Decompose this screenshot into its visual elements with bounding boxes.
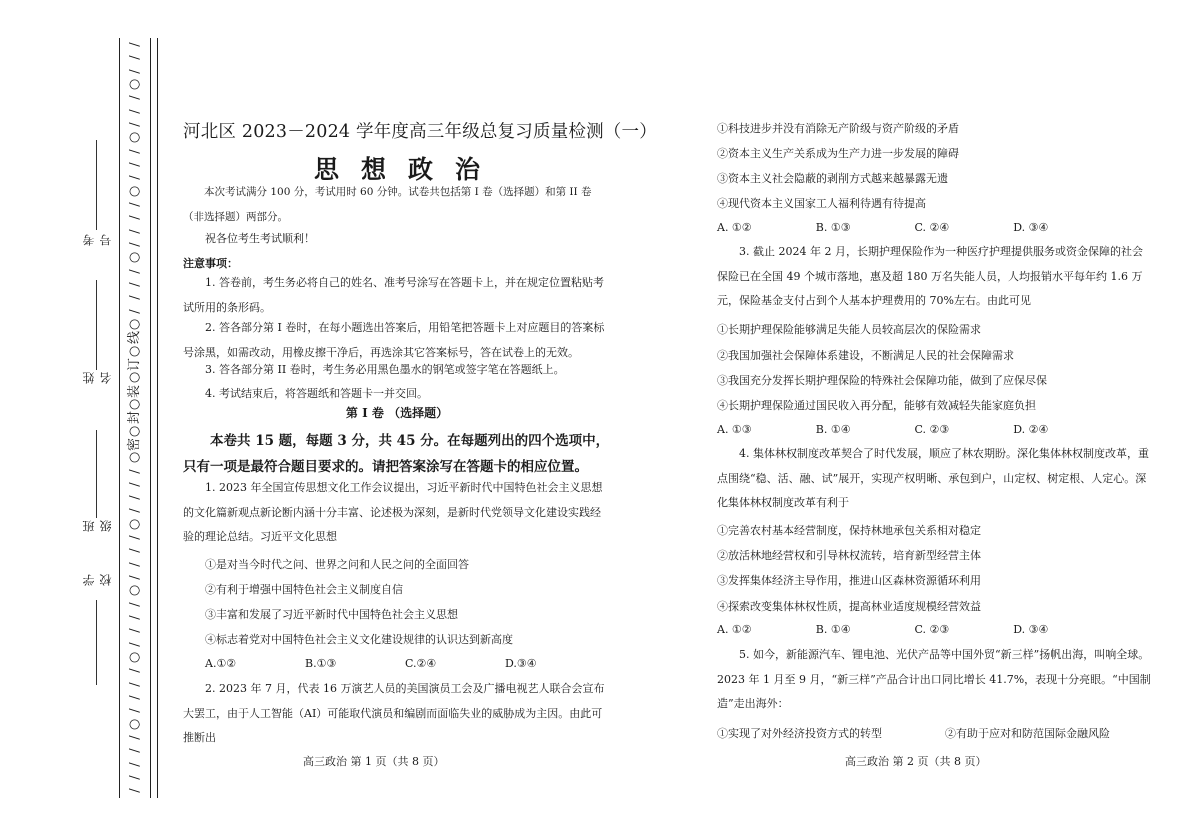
question-2: 2. 2023 年 7 月，代表 16 万演艺人员的美国演员工会及广播电视艺人联合会宣布大罢工，由于人工智能（AI）可能取代演员和编剧而面临失业的威胁成为主因。由此可推断出 (183, 682, 605, 744)
option: A. ①② (717, 221, 752, 234)
field-label: 考号 (82, 234, 113, 246)
slash-mark: / (127, 615, 143, 620)
slash-mark: / (127, 482, 143, 487)
slash-mark: / (127, 175, 143, 180)
slash-mark: / (127, 495, 143, 500)
slash-mark: / (127, 535, 143, 540)
circle-mark: ○ (127, 585, 143, 597)
slash-mark: / (127, 788, 143, 794)
slash-mark: / (127, 95, 143, 101)
field-underline (96, 600, 97, 685)
slash-mark: / (127, 42, 143, 47)
circle-mark: ○ (127, 345, 143, 357)
circle-mark: ○ (127, 518, 143, 530)
slash-mark: / (127, 295, 143, 300)
slash-mark: / (127, 695, 143, 700)
field-label: 姓名 (82, 372, 113, 384)
circle-mark: ○ (127, 398, 143, 411)
perforation-marks (124, 38, 146, 798)
circle-mark: ○ (127, 132, 143, 144)
slash-mark: / (127, 575, 143, 580)
question-5: 5. 如今，新能源汽车、锂电池、光伏产品等中国外贸“新三样”扬帆出海，叫响全球。2023 年 1 月至 9 月，“新三样”产品合计出口同比增长 41.7%，表现十分亮眼。“中国制造”走出海外： (717, 648, 1151, 710)
slash-mark: / (127, 735, 143, 740)
page-footer: 高三政治 第 1 页（共 8 页） (303, 755, 445, 768)
wish-line: 祝各位考生考试顺利！ (205, 232, 315, 245)
q4-item: ①完善农村基本经营制度，保持林地承包关系相对稳定 (717, 524, 981, 537)
note-item: 3. 答各部分第 II 卷时，考生务必用黑色墨水的钢笔或签字笔在答题纸上。 (205, 363, 565, 376)
question-1: 1. 2023 年全国宣传思想文化工作会议提出，习近平新时代中国特色社会主义思想的文化篇新观点新论断内涵十分丰富、论述极为深刻，是新时代党领导文化建设实践经验的理论总结。习近平文化思想 (183, 481, 603, 543)
field-label: 学校 (82, 574, 113, 586)
section-title: 第 I 卷 （选择题） (345, 406, 449, 420)
field-underline (96, 430, 97, 518)
q1-options (205, 657, 605, 670)
seal-word: 封 (127, 411, 143, 425)
binding-margin (0, 0, 170, 831)
slash-mark: / (127, 468, 143, 474)
q1-item: ②有利于增强中国特色社会主义制度自信 (205, 583, 403, 596)
notes-heading: 注意事项： (183, 257, 238, 270)
slash-mark: / (127, 282, 143, 287)
q2-item: ③资本主义社会隐蔽的剥削方式越来越暴露无遗 (717, 172, 948, 185)
option: A. ①③ (717, 423, 752, 436)
option: D. ③④ (1013, 221, 1049, 234)
slash-mark: / (127, 682, 143, 687)
q2-item: ②资本主义生产关系成为生产力进一步发展的障碍 (717, 147, 959, 160)
q4-item: ②放活林地经营权和引导林权流转，培育新型经营主体 (717, 549, 981, 562)
q2-item: ①科技进步并没有消除无产阶级与资产阶级的矛盾 (717, 122, 959, 135)
slash-mark: / (127, 162, 143, 167)
option: A. ①② (717, 623, 752, 636)
slash-mark: / (127, 68, 143, 74)
q3-item: ①长期护理保险能够满足失能人员较高层次的保险需求 (717, 323, 981, 336)
circle-mark: ○ (127, 425, 143, 437)
slash-mark: / (127, 148, 143, 154)
slash-mark: / (127, 708, 143, 714)
q3-item: ④长期护理保险通过国民收入再分配，能够有效减轻失能家庭负担 (717, 399, 1036, 412)
option: D.③④ (505, 657, 537, 670)
option: D. ③④ (1013, 623, 1049, 636)
slash-mark: / (127, 308, 143, 314)
exam-intro: 本次考试满分 100 分，考试用时 60 分钟。试卷共包括第 I 卷（选择题）和第 II 卷（非选择题）两部分。 (183, 186, 592, 223)
q4-item: ③发挥集体经济主导作用，推进山区森林资源循环利用 (717, 574, 981, 587)
q1-item: ④标志着党对中国特色社会主义文化建设规律的认识达到新高度 (205, 633, 513, 646)
slash-mark: / (127, 268, 143, 274)
option: C.②④ (405, 657, 437, 670)
option: C. ②③ (914, 623, 950, 636)
question-3: 3. 截止 2024 年 2 月，长期护理保险作为一种医疗护理提供服务或资金保障的社会保险已在全国 49 个城市落地，惠及超 180 万名失能人员，人均报销水平每年约 1.6 万元，保险基金支付占到个人基本护理费用的 70%左右。由此可见 (717, 245, 1143, 307)
q5-item: ②有助于应对和防范国际金融风险 (945, 727, 1110, 740)
slash-mark: / (127, 748, 143, 754)
circle-mark: ○ (127, 78, 143, 91)
slash-mark: / (127, 215, 143, 220)
option: D. ②④ (1013, 423, 1049, 436)
option: B. ①④ (815, 623, 851, 636)
field-underline (96, 140, 97, 230)
q2-item: ④现代资本主义国家工人福利待遇有待提高 (717, 197, 926, 210)
q2-options (717, 221, 1112, 234)
slash-mark: / (127, 108, 143, 114)
slash-mark: / (127, 508, 143, 514)
circle-mark: ○ (127, 185, 143, 197)
option: B.①③ (305, 657, 337, 670)
question-4: 4. 集体林权制度改革契合了时代发展，顺应了林农期盼。深化集体林权制度改革，重点围绕“稳、活、融、试”展开，实现产权明晰、承包到户，山定权、树定根、人定心。深化集体林权制度改革有利于 (717, 447, 1149, 509)
seal-word: 线 (127, 331, 143, 345)
q3-item: ②我国加强社会保障体系建设，不断满足人民的社会保障需求 (717, 349, 1014, 362)
q1-item: ③丰富和发展了习近平新时代中国特色社会主义思想 (205, 608, 458, 621)
circle-mark: ○ (127, 452, 143, 464)
seal-word: 订 (127, 357, 143, 371)
circle-mark: ○ (127, 718, 143, 730)
slash-mark: / (127, 762, 143, 767)
binding-line (119, 38, 120, 798)
option: C. ②④ (914, 221, 950, 234)
q4-item: ④探索改变集体林权性质，提高林业适度规模经营效益 (717, 600, 981, 613)
slash-mark: / (127, 562, 143, 567)
slash-mark: / (127, 775, 143, 780)
binding-line (150, 38, 151, 798)
note-item: 1. 答卷前，考生务必将自己的姓名、准考号涂写在答题卡上，并在规定位置粘贴考试所用的条形码。 (183, 276, 604, 314)
slash-mark: / (127, 642, 143, 647)
slash-mark: / (127, 122, 143, 127)
exam-title: 河北区 2023－2024 学年度高三年级总复习质量检测（一） (183, 122, 657, 142)
q1-item: ①是对当今时代之问、世界之问和人民之问的全面回答 (205, 558, 469, 571)
note-item: 2. 答各部分第 I 卷时，在每小题选出答案后，用铅笔把答题卡上对应题目的答案标号涂黑，如需改动，用橡皮擦干净后，再选涂其它答案标号，答在试卷上的无效。 (183, 321, 605, 359)
slash-mark: / (127, 602, 143, 607)
binding-line (157, 38, 158, 798)
slash-mark: / (127, 668, 143, 674)
field-label: 班级 (82, 520, 113, 532)
slash-mark: / (127, 228, 143, 234)
section-description: 本卷共 15 题，每题 3 分，共 45 分。在每题列出的四个选项中，只有一项是最符合题目要求的。请把答案涂写在答题卡的相应位置。 (183, 433, 610, 475)
circle-mark: ○ (127, 318, 143, 331)
q3-item: ③我国充分发挥长期护理保险的特殊社会保障功能，做到了应保尽保 (717, 374, 1047, 387)
q4-options (717, 623, 1112, 636)
option: A.①② (205, 657, 237, 670)
circle-mark: ○ (127, 372, 143, 384)
q3-options (717, 423, 1112, 436)
subject-title: 思想政治 (313, 155, 502, 184)
option: C. ②③ (914, 423, 950, 436)
field-underline (96, 280, 97, 370)
circle-mark: ○ (127, 651, 143, 664)
q5-item: ①实现了对外经济投资方式的转型 (717, 727, 882, 740)
slash-mark: / (127, 202, 143, 207)
seal-word: 密 (127, 437, 143, 451)
option: B. ①③ (815, 221, 851, 234)
circle-mark: ○ (127, 252, 143, 264)
slash-mark: / (127, 55, 143, 61)
slash-mark: / (127, 242, 143, 247)
slash-mark: / (127, 628, 143, 634)
option: B. ①④ (815, 423, 851, 436)
note-item: 4. 考试结束后，将答题纸和答题卡一并交回。 (205, 387, 428, 400)
slash-mark: / (127, 548, 143, 554)
seal-word: 装 (127, 384, 143, 398)
page-footer: 高三政治 第 2 页（共 8 页） (845, 755, 987, 768)
